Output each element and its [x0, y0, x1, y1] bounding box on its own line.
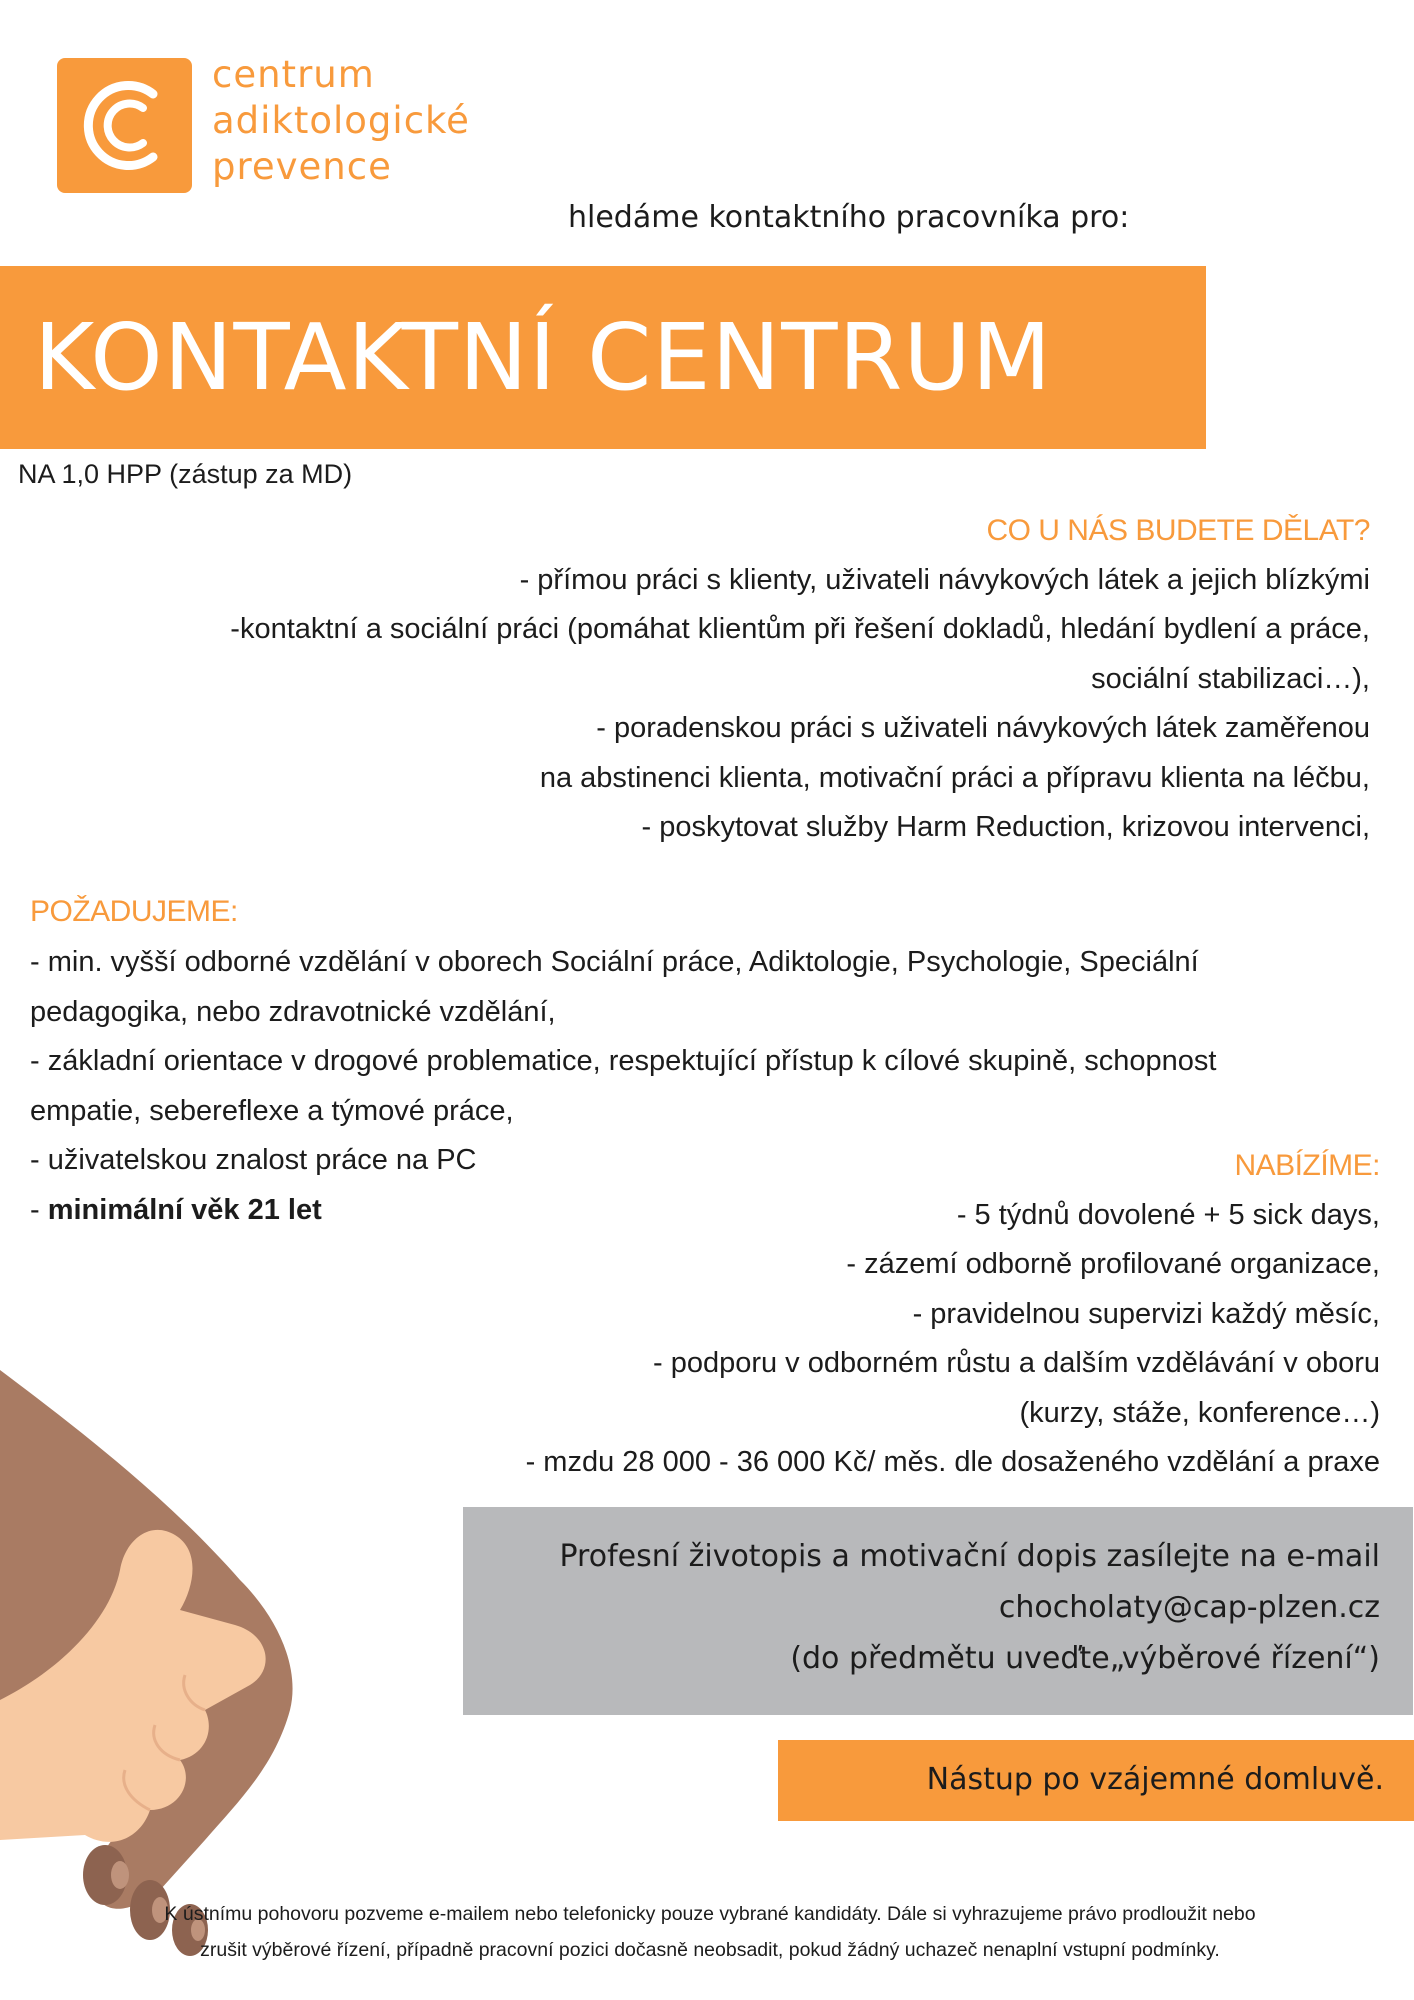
- requirements-line: - uživatelskou znalost práce na PC: [30, 1144, 477, 1176]
- logo-line-3: prevence: [212, 145, 392, 188]
- requirements-line: pedagogika, nebo zdravotnické vzdělání,: [30, 995, 556, 1028]
- offer-line: - podporu v odborném růstu a dalším vzdělávání v oboru: [652, 1347, 1380, 1379]
- position-subtitle: NA 1,0 HPP (zástup za MD): [18, 459, 353, 489]
- offer-heading: NABÍZÍME:: [1234, 1149, 1380, 1182]
- offer-line: - 5 týdnů dovolené + 5 sick days,: [956, 1198, 1380, 1231]
- duties-line: - poradenskou práci s uživateli návykových látek zaměřenou: [596, 712, 1370, 744]
- contact-line-1: Profesní životopis a motivační dopis zasílejte na e-mail: [559, 1539, 1380, 1574]
- contact-text: [559, 1531, 1380, 1684]
- requirements-line: - min. vyšší odborné vzdělání v oborech Sociální práce, Adiktologie, Psychologie, Speciální: [30, 946, 1199, 978]
- logo-line-1: centrum: [212, 53, 375, 96]
- requirements-line: - základní orientace v drogové problematice, respektující přístup k cílové skupině, schopnost: [30, 1045, 1217, 1077]
- offer-section: [526, 1141, 1380, 1488]
- requirements-heading: POŽADUJEME:: [30, 895, 238, 928]
- logo-mark: [57, 58, 192, 193]
- logo-wordmark: [212, 52, 470, 190]
- offer-line: - mzdu 28 000 - 36 000 Kč/ měs. dle dosaženého vzdělání a praxe: [525, 1446, 1380, 1478]
- duties-line: - přímou práci s klienty, uživateli návykových látek a jejich blízkými: [519, 563, 1370, 596]
- contact-email[interactable]: chocholaty@cap-plzen.cz: [998, 1590, 1380, 1625]
- age-requirement: minimální věk 21 let: [47, 1193, 322, 1226]
- tagline: hledáme kontaktního pracovníka pro:: [568, 200, 1130, 235]
- age-prefix: -: [30, 1193, 48, 1226]
- duties-heading: CO U NÁS BUDETE DĚLAT?: [986, 514, 1370, 547]
- offer-line: (kurzy, stáže, konference…): [1019, 1396, 1380, 1429]
- start-text: Nástup po vzájemné domluvě.: [926, 1762, 1384, 1797]
- offer-line: - zázemí odborně profilované organizace,: [846, 1248, 1380, 1280]
- footer-line-2: zrušit výběrové řízení, případně pracovní pozici dočasně neobsadit, pokud žádný uchazeč nenaplní vstupní podmínky.: [200, 1939, 1220, 1961]
- logo-c-icon: [57, 58, 192, 193]
- logo-line-2: adiktologické: [212, 99, 470, 142]
- duties-line: sociální stabilizaci…),: [1091, 662, 1370, 695]
- requirements-line: empatie, sebereflexe a týmové práce,: [30, 1094, 514, 1127]
- offer-line: - pravidelnou supervizi každý měsíc,: [912, 1297, 1380, 1330]
- page-title: KONTAKTNÍ CENTRUM: [34, 304, 1053, 411]
- duties-section: [230, 506, 1370, 853]
- contact-line-3: (do předmětu uveďte„výběrové řízení“): [790, 1641, 1380, 1676]
- duties-line: - poskytovat služby Harm Reduction, krizovou intervenci,: [641, 811, 1370, 843]
- footer-line-1: K ústnímu pohovoru pozveme e-mailem nebo telefonicky pouze vybrané kandidáty. Dále si vyhrazujeme právo prodloužit nebo: [164, 1903, 1256, 1925]
- duties-line: -kontaktní a sociální práci (pomáhat klientům při řešení dokladů, hledání bydlení a práce,: [230, 613, 1370, 645]
- footer-note: [60, 1896, 1360, 1968]
- duties-line: na abstinenci klienta, motivační práci a přípravu klienta na léčbu,: [539, 761, 1370, 794]
